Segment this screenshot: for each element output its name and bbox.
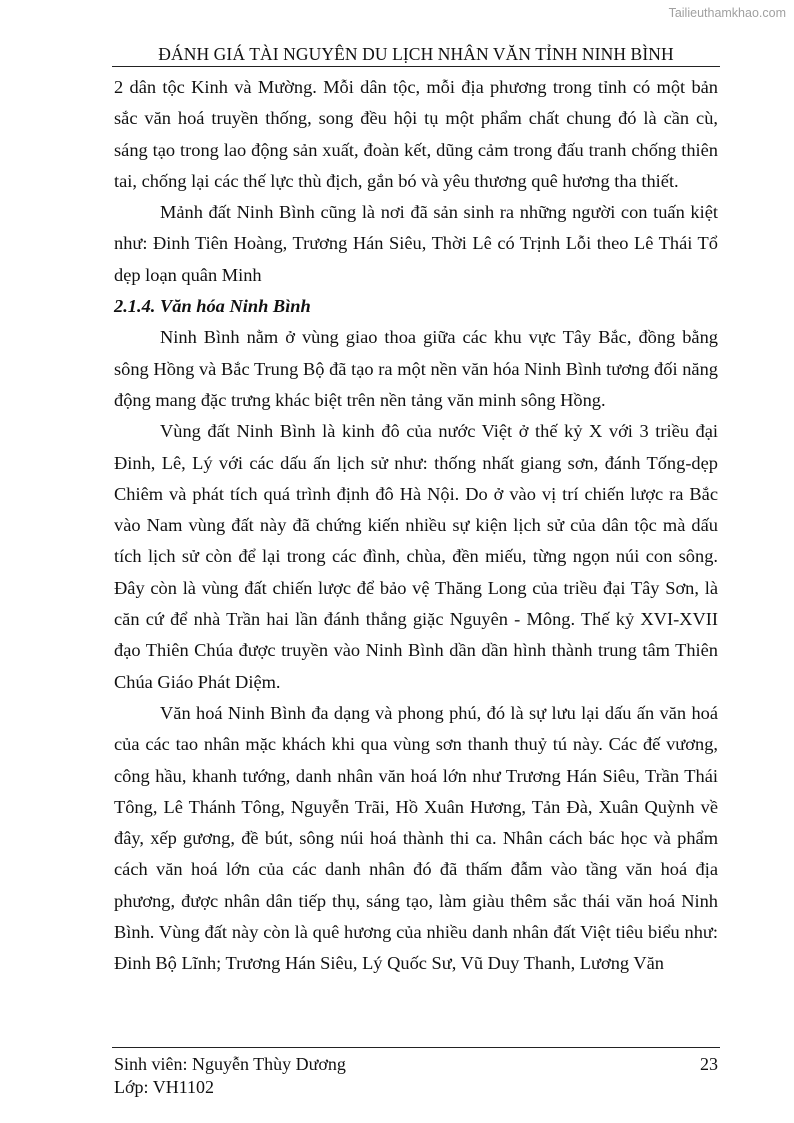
section-heading: 2.1.4. Văn hóa Ninh Bình xyxy=(114,296,311,317)
header-divider xyxy=(112,66,720,67)
paragraph-3: Ninh Bình nằm ở vùng giao thoa giữa các khu vực Tây Bắc, đồng bằng sông Hồng và Bắc Trung Bộ đã tạo ra một nền văn hóa Ninh Bình tương đối năng động mang đặc trưng khác biệt trên nền tảng văn minh sông Hồng. xyxy=(114,327,718,410)
watermark: Tailieuthamkhao.com xyxy=(668,6,786,20)
paragraph-1: 2 dân tộc Kinh và Mường. Mỗi dân tộc, mỗi địa phương trong tỉnh có một bản sắc văn hoá truyền thống, song đều hội tụ một phẩm chất chung đó là cần cù, sáng tạo trong lao động sản xuất, đoàn kết, dũng cảm trong đấu tranh chống thiên tai, chống lại các thế lực thù địch, gắn bó và yêu thương quê hương tha thiết. xyxy=(114,77,718,191)
page-header-title: ĐÁNH GIÁ TÀI NGUYÊN DU LỊCH NHÂN VĂN TỈNH NINH BÌNH xyxy=(158,44,674,64)
footer-divider xyxy=(112,1047,720,1048)
page-number: 23 xyxy=(700,1054,718,1074)
footer-class: Lớp: VH1102 xyxy=(114,1077,215,1097)
document-body xyxy=(114,72,718,980)
paragraph-5: Văn hoá Ninh Bình đa dạng và phong phú, đó là sự lưu lại dấu ấn văn hoá của các tao nhân mặc khách khi qua vùng sơn thanh thuỷ tú này. Các đế vương, công hầu, khanh tướng, danh nhân văn hoá lớn như Trương Hán Siêu, Trần Thái Tông, Lê Thánh Tông, Nguyễn Trãi, Hồ Xuân Hương, Tản Đà, Xuân Quỳnh về đây, xếp gương, đề bút, sông núi hoá thành thi ca. Nhân cách bác học và phẩm cách văn hoá lớn của các danh nhân đó đã thấm đẫm vào tầng văn hoá địa phương, được nhân dân tiếp thụ, sáng tạo, làm giàu thêm sắc thái văn hoá Ninh Bình. Vùng đất này còn là quê hương của nhiều danh nhân đất Việt tiêu biểu như: Đinh Bộ Lĩnh; Trương Hán Siêu, Lý Quốc Sư, Vũ Duy Thanh, Lương Văn xyxy=(114,702,718,974)
paragraph-4: Vùng đất Ninh Bình là kinh đô của nước Việt ở thế kỷ X với 3 triều đại Đinh, Lê, Lý với các dấu ấn lịch sử như: thống nhất giang sơn, đánh Tống-dẹp Chiêm và phát tích quá trình định đô Hà Nội. Do ở vào vị trí chiến lược ra Bắc vào Nam vùng đất này đã chứng kiến nhiều sự kiện lịch sử của dân tộc mà dấu tích lịch sử còn để lại trong các đình, chùa, đền miếu, từng ngọn núi con sông. Đây còn là vùng đất chiến lược để bảo vệ Thăng Long của triều đại Tây Sơn, là căn cứ để nhà Trần hai lần đánh thắng giặc Nguyên - Mông. Thế kỷ XVI-XVII đạo Thiên Chúa được truyền vào Ninh Bình dần dần hình thành trung tâm Thiên Chúa Giáo Phát Diệm. xyxy=(114,421,718,692)
footer-student-name: Sinh viên: Nguyễn Thùy Dương xyxy=(114,1054,346,1074)
paragraph-2: Mảnh đất Ninh Bình cũng là nơi đã sản sinh ra những người con tuấn kiệt như: Đinh Tiên Hoàng, Trương Hán Siêu, Thời Lê có Trịnh Lỗi theo Lê Thái Tổ dẹp loạn quân Minh xyxy=(114,202,718,285)
